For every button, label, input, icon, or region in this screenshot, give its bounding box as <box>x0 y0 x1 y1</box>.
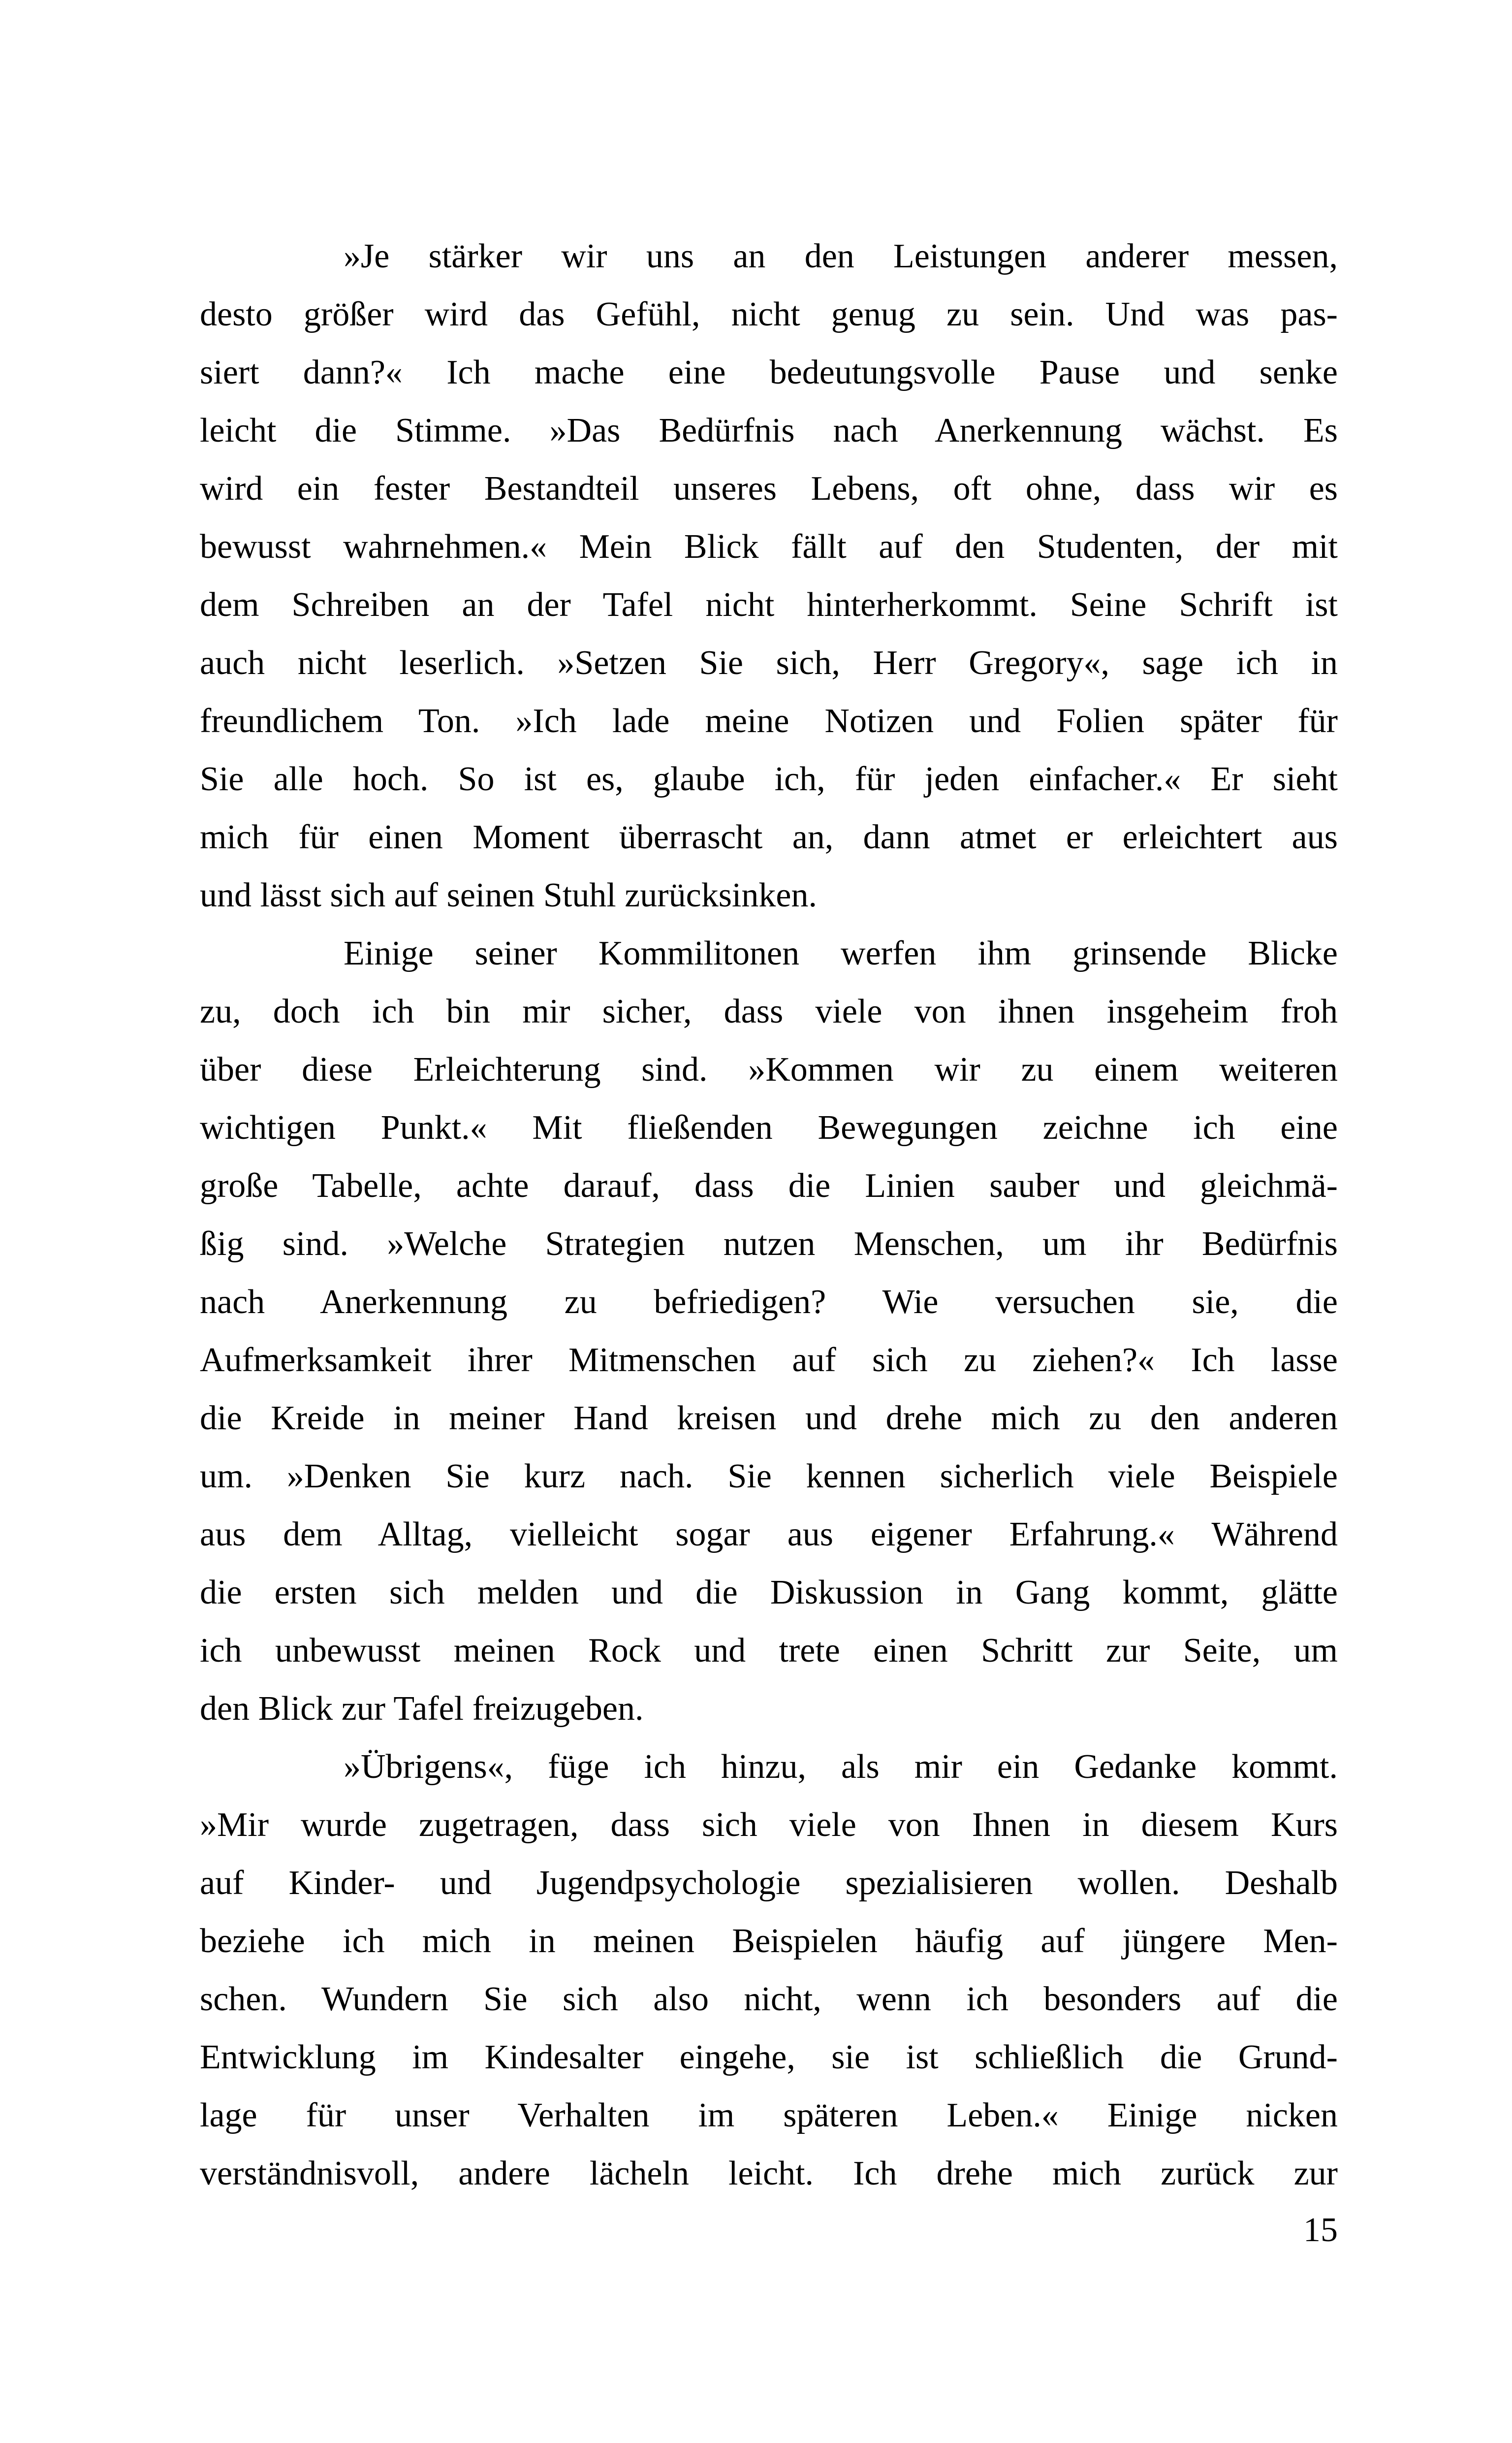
text-line: ßig sind. »Welche Strategien nutzen Menschen, um ihr Bedürfnis <box>200 1225 1338 1263</box>
text-line: aus dem Alltag, vielleicht sogar aus eigener Erfahrung.« Während <box>200 1515 1338 1553</box>
text-line: beziehe ich mich in meinen Beispielen häufig auf jüngere Men- <box>200 1922 1338 1960</box>
text-line: Einige seiner Kommilitonen werfen ihm grinsende Blicke <box>344 934 1338 972</box>
text-line: Aufmerksamkeit ihrer Mitmenschen auf sich zu ziehen?« Ich lasse <box>200 1341 1338 1379</box>
text-line: wird ein fester Bestandteil unseres Lebens, oft ohne, dass wir es <box>200 470 1338 508</box>
text-line: wichtigen Punkt.« Mit fließenden Bewegungen zeichne ich eine <box>200 1109 1338 1147</box>
paragraph <box>200 1738 1338 2203</box>
text-line: lage für unser Verhalten im späteren Leben.« Einige nicken <box>200 2096 1338 2134</box>
text-line: desto größer wird das Gefühl, nicht genug zu sein. Und was pas- <box>200 295 1338 333</box>
text-line: zu, doch ich bin mir sicher, dass viele von ihnen insgeheim froh <box>200 993 1338 1030</box>
text-line: dem Schreiben an der Tafel nicht hinterherkommt. Seine Schrift ist <box>200 586 1338 624</box>
text-line: um. »Denken Sie kurz nach. Sie kennen sicherlich viele Beispiele <box>200 1457 1338 1495</box>
text-line: ich unbewusst meinen Rock und trete einen Schritt zur Seite, um <box>200 1632 1338 1670</box>
text-line: leicht die Stimme. »Das Bedürfnis nach Anerkennung wächst. Es <box>200 412 1338 450</box>
text-line: über diese Erleichterung sind. »Kommen wir zu einem weiteren <box>200 1051 1338 1089</box>
text-line: »Übrigens«, füge ich hinzu, als mir ein Gedanke kommt. <box>344 1748 1338 1786</box>
text-line: schen. Wundern Sie sich also nicht, wenn ich besonders auf die <box>200 1980 1338 2018</box>
text-line: und lässt sich auf seinen Stuhl zurücksinken. <box>200 876 817 914</box>
body-text <box>200 227 1338 2203</box>
text-line: »Je stärker wir uns an den Leistungen anderer messen, <box>344 237 1338 275</box>
page-number: 15 <box>1303 2211 1338 2249</box>
text-line: die Kreide in meiner Hand kreisen und drehe mich zu den anderen <box>200 1399 1338 1437</box>
text-line: auf Kinder- und Jugendpsychologie spezialisieren wollen. Deshalb <box>200 1864 1338 1902</box>
text-line: Sie alle hoch. So ist es, glaube ich, für jeden einfacher.« Er sieht <box>200 760 1338 798</box>
text-line: siert dann?« Ich mache eine bedeutungsvolle Pause und senke <box>200 354 1338 391</box>
paragraph <box>200 227 1338 925</box>
text-line: »Mir wurde zugetragen, dass sich viele von Ihnen in diesem Kurs <box>200 1806 1338 1844</box>
text-line: bewusst wahrnehmen.« Mein Blick fällt auf den Studenten, der mit <box>200 528 1338 566</box>
paragraph <box>200 925 1338 1738</box>
text-line: nach Anerkennung zu befriedigen? Wie versuchen sie, die <box>200 1283 1338 1321</box>
text-line: die ersten sich melden und die Diskussion in Gang kommt, glätte <box>200 1574 1338 1611</box>
text-line: den Blick zur Tafel freizugeben. <box>200 1690 644 1728</box>
text-line: verständnisvoll, andere lächeln leicht. Ich drehe mich zurück zur <box>200 2154 1338 2192</box>
text-line: mich für einen Moment überrascht an, dann atmet er erleichtert aus <box>200 818 1338 856</box>
text-line: Entwicklung im Kindesalter eingehe, sie ist schließlich die Grund- <box>200 2038 1338 2076</box>
text-line: auch nicht leserlich. »Setzen Sie sich, Herr Gregory«, sage ich in <box>200 644 1338 682</box>
text-line: große Tabelle, achte darauf, dass die Linien sauber und gleichmä- <box>200 1167 1338 1205</box>
text-line: freundlichem Ton. »Ich lade meine Notizen und Folien später für <box>200 702 1338 740</box>
